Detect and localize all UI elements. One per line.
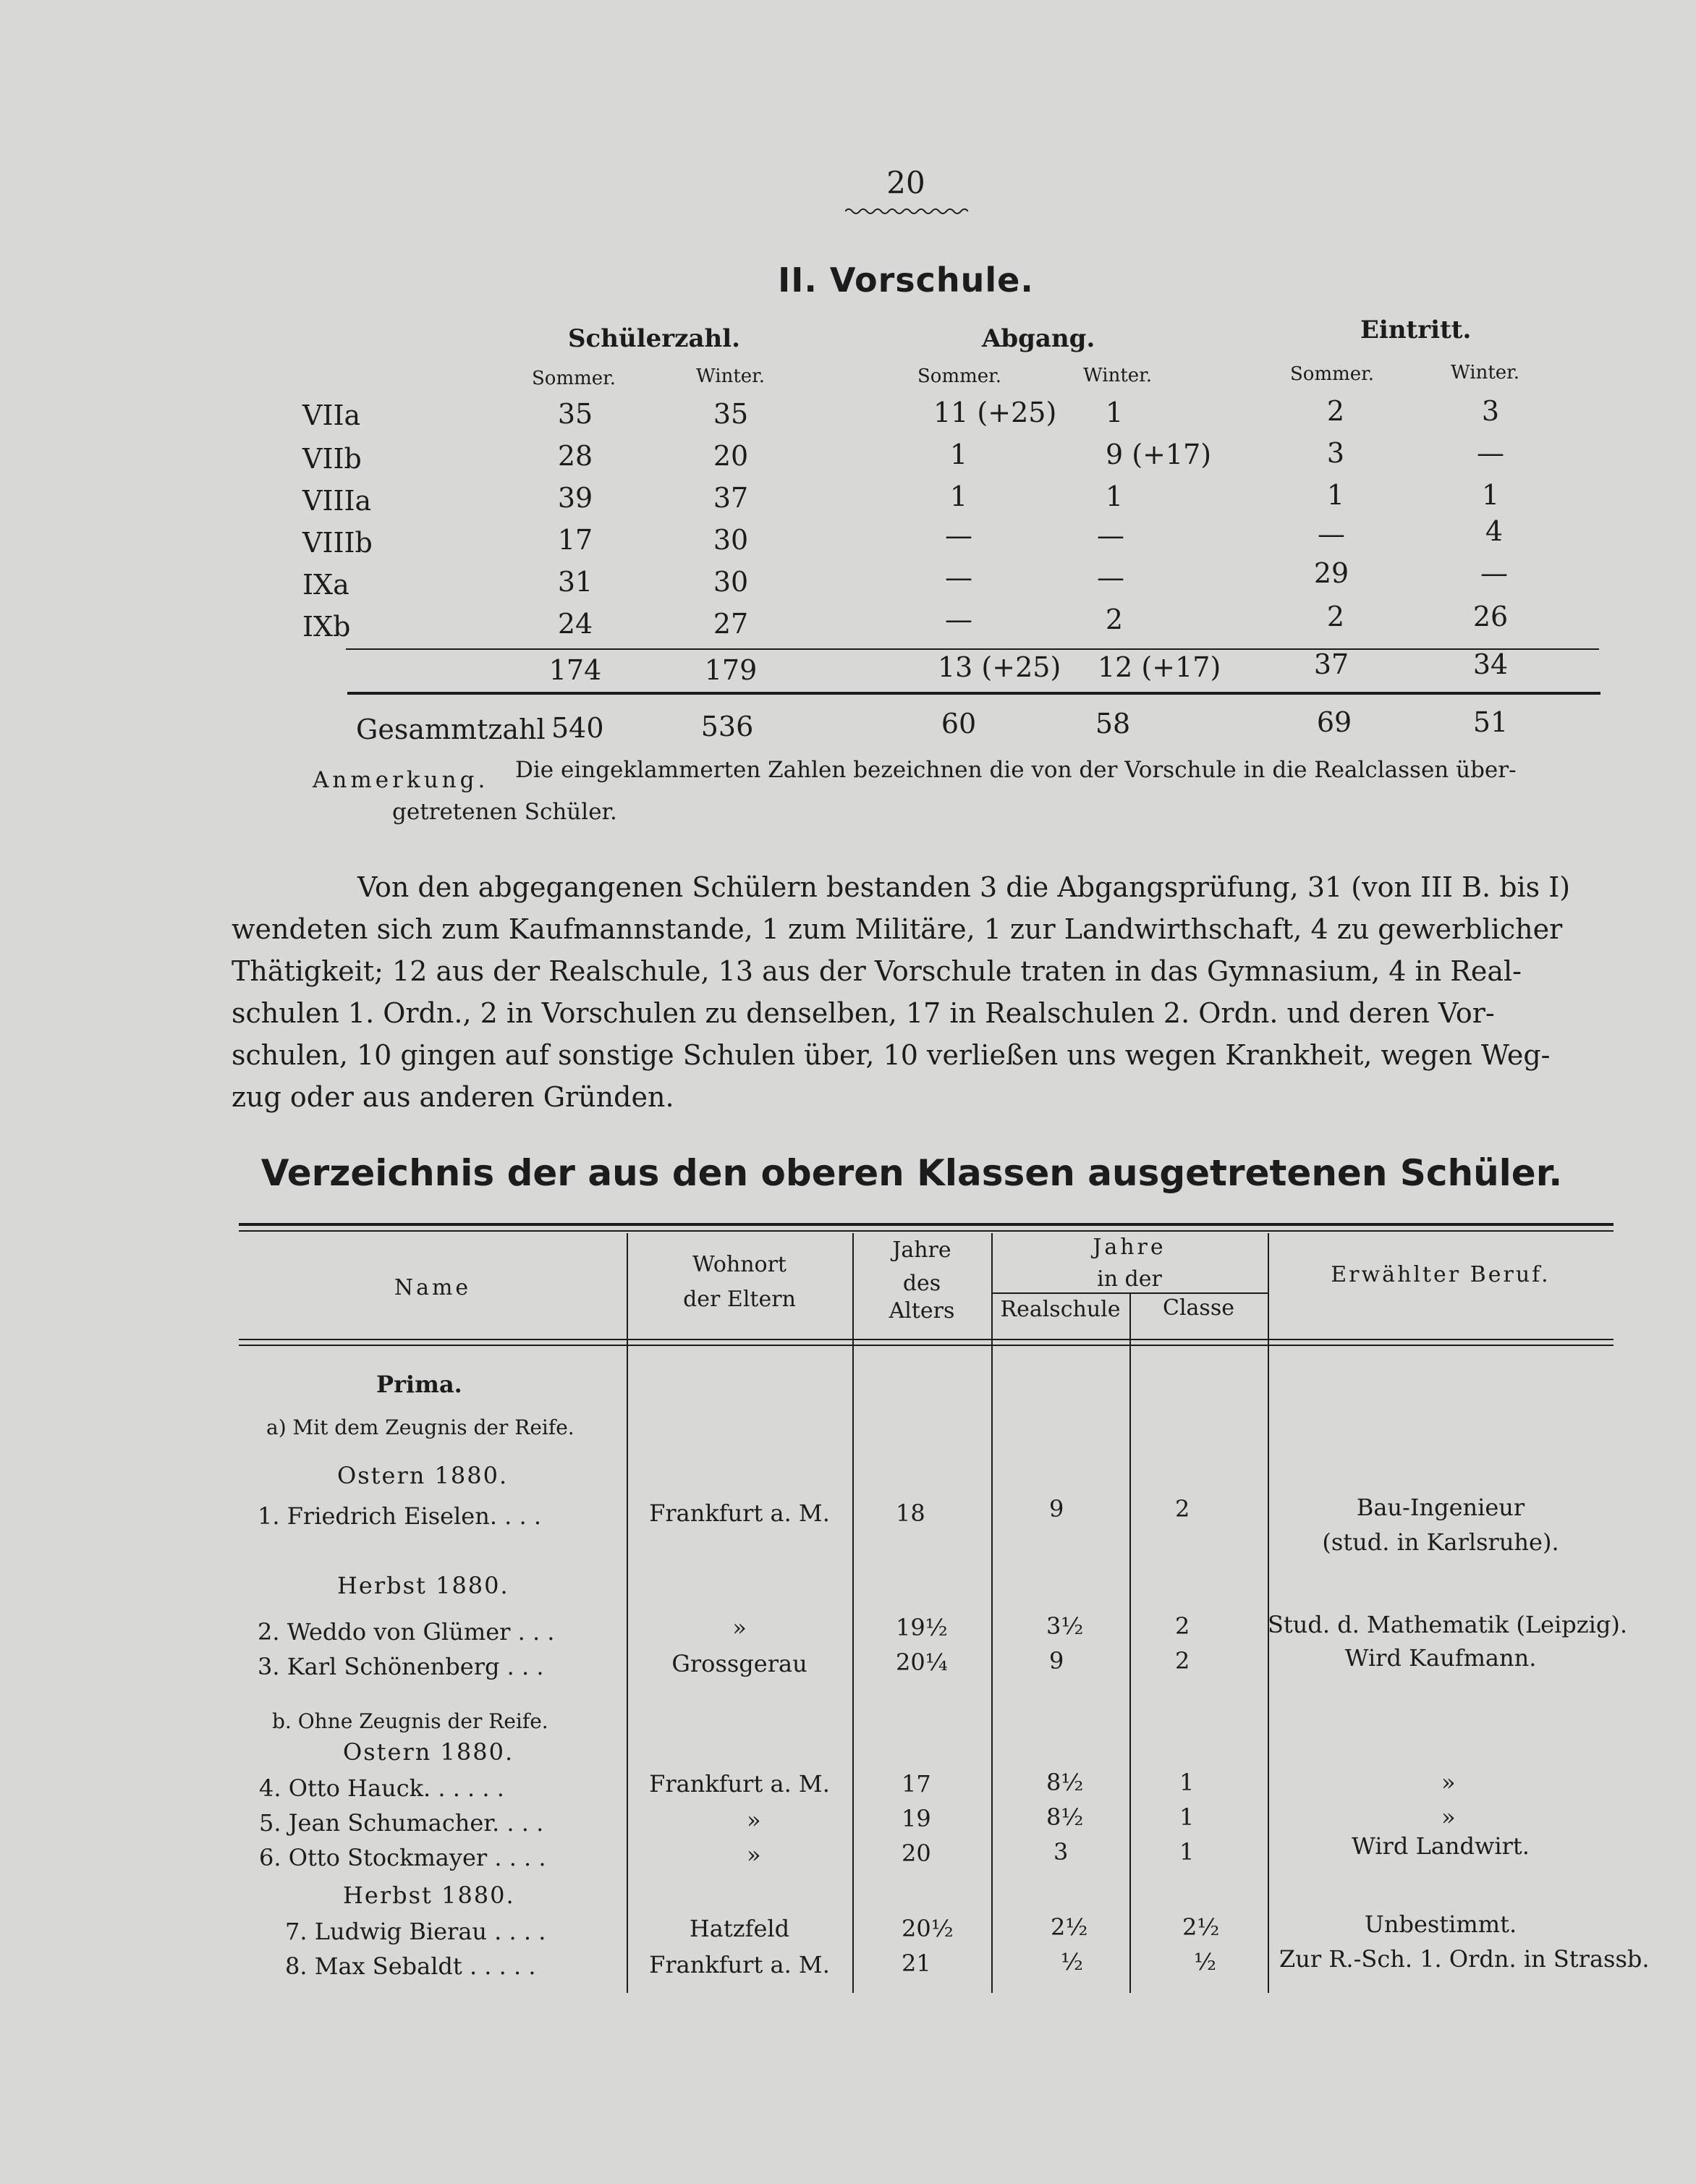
cell-value: 4 — [1485, 515, 1504, 547]
student-realschule: ½ — [1061, 1948, 1084, 1976]
student-realschule: 2½ — [1051, 1913, 1088, 1941]
cell-value: 2 — [1326, 601, 1345, 632]
student-beruf: » — [1441, 1803, 1456, 1831]
cell-value: — — [1097, 520, 1124, 551]
paragraph-line: schulen 1. Ordn., 2 in Vorschulen zu denselben, 17 in Realschulen 2. Ordn. und deren Vor- — [232, 997, 1495, 1029]
cell-value: 35 — [557, 398, 593, 430]
student-alter: 19 — [902, 1805, 931, 1832]
student-classe: 1 — [1179, 1769, 1195, 1796]
cell-value: 1 — [1326, 479, 1345, 511]
student-ort: Hatzfeld — [689, 1915, 790, 1942]
total-value: 58 — [1095, 708, 1131, 740]
student-beruf: Wird Kaufmann. — [1344, 1644, 1537, 1672]
cell-value: 1 — [1106, 397, 1124, 428]
student-beruf: Bau-Ingenieur — [1356, 1494, 1525, 1521]
cell-value: 30 — [713, 524, 749, 556]
sub-winter-3: Winter. — [1451, 362, 1519, 384]
class-label: VIIIa — [302, 485, 372, 517]
column-divider — [852, 1233, 854, 1993]
term-label: Herbst 1880. — [337, 1572, 509, 1599]
term-label: Ostern 1880. — [337, 1462, 509, 1489]
sum-value: 37 — [1313, 648, 1349, 680]
decorative-squiggle — [845, 207, 968, 216]
student-classe: 1 — [1179, 1838, 1195, 1866]
cell-value: 3 — [1326, 437, 1345, 469]
paragraph-line: zug oder aus anderen Gründen. — [232, 1081, 674, 1113]
header-beruf: Erwählter Beruf. — [1331, 1262, 1551, 1287]
student-alter: 18 — [896, 1499, 925, 1527]
total-rule — [347, 692, 1600, 695]
student-name: 1. Friedrich Eiselen. . . . — [258, 1502, 542, 1530]
sum-value: 174 — [548, 654, 602, 686]
class-label: VIIb — [302, 443, 362, 475]
class-label: VIIIb — [302, 527, 373, 559]
cell-value: — — [1318, 518, 1345, 550]
student-classe: 2 — [1175, 1495, 1190, 1523]
class-label: IXb — [302, 611, 351, 643]
cell-value: 30 — [713, 566, 749, 598]
header-jahre-group: Jahre — [1093, 1235, 1166, 1260]
table-top-rule-thin — [239, 1230, 1614, 1232]
cell-value: 2 — [1105, 604, 1124, 635]
group-abgang: Abgang. — [982, 324, 1095, 353]
student-ort: » — [747, 1806, 761, 1834]
student-beruf: Stud. d. Mathematik (Leipzig). — [1268, 1611, 1627, 1638]
cell-value: 31 — [557, 566, 593, 598]
total-value: 69 — [1316, 706, 1352, 738]
student-realschule: 9 — [1049, 1647, 1064, 1675]
cell-value: — — [945, 604, 972, 635]
student-beruf: » — [1441, 1769, 1456, 1796]
section-title: II. Vorschule. — [778, 261, 1034, 300]
student-alter: 20 — [902, 1840, 931, 1867]
student-alter: 20½ — [902, 1915, 954, 1942]
student-ort: » — [732, 1614, 747, 1641]
student-alter: 17 — [902, 1770, 931, 1798]
total-value: 536 — [700, 711, 754, 742]
student-name: 8. Max Sebaldt . . . . . — [285, 1952, 536, 1980]
sub-sommer-2: Sommer. — [917, 365, 1001, 387]
sum-value: 34 — [1472, 648, 1509, 680]
term-label: Ostern 1880. — [343, 1738, 514, 1766]
student-alter: 19½ — [896, 1614, 948, 1641]
student-name: 3. Karl Schönenberg . . . — [258, 1653, 544, 1680]
student-beruf: Wird Landwirt. — [1352, 1832, 1530, 1860]
student-name: 5. Jean Schumacher. . . . — [259, 1809, 544, 1837]
total-value: 51 — [1472, 706, 1509, 738]
student-name: 7. Ludwig Bierau . . . . — [285, 1918, 546, 1945]
jahre-group-rule — [991, 1292, 1268, 1294]
student-ort: Frankfurt a. M. — [649, 1770, 830, 1798]
cell-value: 28 — [557, 440, 593, 472]
group-eintritt: Eintritt. — [1360, 316, 1472, 344]
column-divider — [627, 1233, 628, 1993]
header-bottom-rule — [239, 1339, 1614, 1340]
header-jahre: Jahre — [892, 1237, 951, 1263]
sub-sommer-1: Sommer. — [532, 368, 616, 389]
cell-value: 1 — [1105, 481, 1124, 512]
cell-value: — — [945, 562, 972, 593]
sub-winter-1: Winter. — [696, 365, 765, 387]
cell-value: 35 — [713, 398, 749, 430]
student-alter: 21 — [902, 1950, 931, 1977]
cell-value: 37 — [713, 482, 749, 514]
student-classe: 1 — [1179, 1803, 1195, 1831]
cell-value: 2 — [1326, 395, 1345, 427]
table2-title: Verzeichnis der aus den oberen Klassen ausgetretenen Schüler. — [260, 1152, 1563, 1194]
sum-value: 179 — [704, 654, 758, 686]
cell-value: 29 — [1313, 557, 1349, 589]
header-des: des — [902, 1271, 941, 1296]
sum-rule — [346, 648, 1599, 650]
student-alter: 20¼ — [896, 1648, 948, 1676]
student-classe: 2½ — [1182, 1913, 1220, 1941]
cell-value: 1 — [949, 481, 968, 512]
total-value: 540 — [551, 712, 604, 744]
subsection-a: a) Mit dem Zeugnis der Reife. — [266, 1415, 574, 1439]
student-classe: 2 — [1175, 1647, 1190, 1675]
student-name: 2. Weddo von Glümer . . . — [258, 1618, 555, 1646]
page-number: 20 — [886, 165, 925, 200]
student-classe: ½ — [1194, 1948, 1217, 1976]
cell-value: 3 — [1481, 395, 1500, 427]
note-label: Anmerkung. — [313, 767, 489, 793]
student-realschule: 3½ — [1046, 1612, 1084, 1640]
header-bottom-rule-2 — [239, 1345, 1614, 1346]
cell-value: 1 — [949, 439, 968, 470]
cell-value: 39 — [557, 482, 593, 514]
header-wohnort: Wohnort — [692, 1252, 786, 1277]
paragraph-line: Von den abgegangenen Schülern bestanden 3 die Abgangsprüfung, 31 (von III B. bis I) — [357, 871, 1571, 903]
cell-value: 11 (+25) — [933, 397, 1057, 428]
sum-value: 12 (+17) — [1098, 651, 1221, 683]
term-label: Herbst 1880. — [343, 1882, 515, 1909]
note-line: Die eingeklammerten Zahlen bezeichnen die von der Vorschule in die Realclassen über- — [515, 757, 1517, 783]
header-realschule: Realschule — [1000, 1297, 1121, 1322]
header-der-eltern: der Eltern — [683, 1287, 796, 1312]
student-ort: » — [747, 1841, 761, 1868]
class-label: IXa — [302, 569, 349, 601]
student-name: 6. Otto Stockmayer . . . . — [259, 1844, 546, 1871]
subsection-b: b. Ohne Zeugnis der Reife. — [272, 1709, 548, 1733]
cell-value: — — [1480, 557, 1508, 589]
cell-value: — — [1477, 437, 1504, 469]
header-in-der: in der — [1097, 1266, 1162, 1292]
cell-value: 27 — [713, 608, 749, 640]
student-realschule: 8½ — [1046, 1769, 1084, 1796]
student-ort: Frankfurt a. M. — [649, 1499, 830, 1527]
cell-value: 1 — [1481, 479, 1500, 511]
student-realschule: 3 — [1053, 1838, 1069, 1866]
student-realschule: 9 — [1049, 1495, 1064, 1523]
section-prima: Prima. — [376, 1371, 462, 1398]
total-label: Gesammtzahl — [356, 714, 546, 745]
sub-winter-2: Winter. — [1083, 365, 1152, 386]
cell-value: 9 (+17) — [1106, 439, 1212, 470]
paragraph-line: Thätigkeit; 12 aus der Realschule, 13 aus der Vorschule traten in das Gymnasium, 4 in Real- — [232, 955, 1522, 987]
header-name: Name — [394, 1275, 472, 1300]
student-ort: Grossgerau — [671, 1650, 807, 1677]
sub-sommer-3: Sommer. — [1290, 363, 1374, 385]
paragraph-line: wendeten sich zum Kaufmannstande, 1 zum Militäre, 1 zur Landwirthschaft, 4 zu gewerblicher — [232, 913, 1563, 945]
column-divider — [991, 1233, 993, 1993]
header-classe: Classe — [1163, 1295, 1234, 1321]
header-alters: Alters — [889, 1298, 955, 1324]
student-name: 4. Otto Hauck. . . . . . — [259, 1774, 504, 1802]
student-beruf: Unbestimmt. — [1364, 1910, 1517, 1938]
sum-value: 13 (+25) — [938, 651, 1061, 683]
total-value: 60 — [941, 708, 977, 740]
cell-value: 17 — [557, 524, 593, 556]
table-top-rule — [239, 1223, 1614, 1226]
cell-value: 20 — [713, 440, 749, 472]
group-schuelerzahl: Schülerzahl. — [568, 324, 740, 353]
class-label: VIIa — [302, 399, 361, 431]
paragraph-line: schulen, 10 gingen auf sonstige Schulen über, 10 verließen uns wegen Krankheit, wegen Weg- — [232, 1039, 1551, 1071]
column-divider — [1129, 1292, 1131, 1993]
student-realschule: 8½ — [1046, 1803, 1084, 1831]
student-beruf-detail: (stud. in Karlsruhe). — [1322, 1528, 1559, 1556]
cell-value: 24 — [557, 608, 593, 640]
cell-value: — — [945, 520, 972, 551]
student-beruf: Zur R.-Sch. 1. Ordn. in Strassb. — [1279, 1945, 1650, 1973]
student-classe: 2 — [1175, 1612, 1190, 1640]
note-line: getretenen Schüler. — [392, 799, 617, 825]
cell-value: 26 — [1472, 601, 1509, 632]
cell-value: — — [1097, 562, 1124, 593]
student-ort: Frankfurt a. M. — [649, 1951, 830, 1978]
